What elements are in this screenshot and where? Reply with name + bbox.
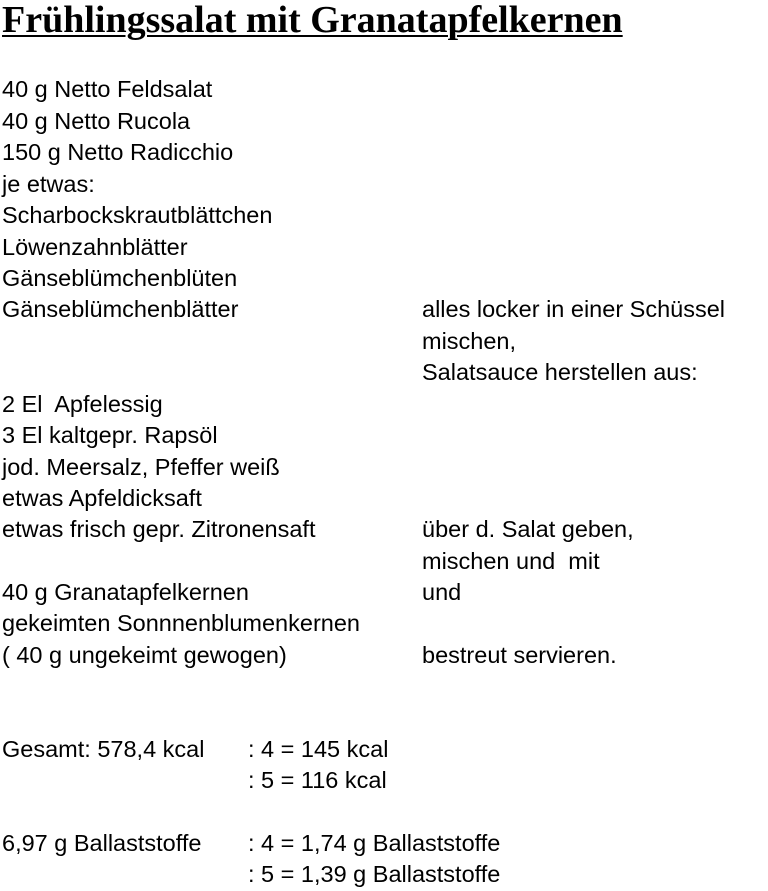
ingredient-line: jod. Meersalz, Pfeffer weiß: [2, 454, 280, 480]
ingredient-line: 40 g Netto Rucola: [2, 108, 191, 134]
ingredient-line: 40 g Granatapfelkernen: [2, 579, 249, 605]
recipe-title: Frühlingssalat mit Granatapfelkernen: [2, 0, 623, 41]
ingredient-line: 40 g Netto Feldsalat: [2, 76, 213, 102]
ingredient-line: Gänseblümchenblätter: [2, 296, 239, 322]
instruction-line: über d. Salat geben,: [422, 516, 634, 542]
ingredient-line: Scharbockskrautblättchen: [2, 202, 273, 228]
instruction-line: mischen und mit: [422, 548, 600, 574]
instruction-line: mischen,: [422, 328, 517, 354]
instruction-line: und: [422, 579, 462, 605]
calories-per-4: : 4 = 145 kcal: [248, 736, 389, 762]
instruction-line: alles locker in einer Schüssel: [422, 296, 726, 322]
ingredient-line: je etwas:: [2, 171, 95, 197]
ingredient-line: Gänseblümchenblüten: [2, 265, 238, 291]
fiber-per-5: : 5 = 1,39 g Ballaststoffe: [248, 861, 501, 887]
ingredient-line: etwas Apfeldicksaft: [2, 485, 202, 511]
fiber-per-4: : 4 = 1,74 g Ballaststoffe: [248, 830, 501, 856]
calories-per-5: : 5 = 116 kcal: [248, 767, 387, 793]
ingredient-line: gekeimten Sonnnenblumenkernen: [2, 610, 360, 636]
ingredient-line: 150 g Netto Radicchio: [2, 139, 234, 165]
ingredient-line: ( 40 g ungekeimt gewogen): [2, 642, 287, 668]
fiber-total: 6,97 g Ballaststoffe: [2, 830, 202, 856]
ingredient-line: Löwenzahnblätter: [2, 234, 188, 260]
ingredient-line: 2 El Apfelessig: [2, 391, 163, 417]
ingredient-line: etwas frisch gepr. Zitronensaft: [2, 516, 316, 542]
instruction-line: bestreut servieren.: [422, 642, 617, 668]
instruction-line: Salatsauce herstellen aus:: [422, 359, 698, 385]
calories-total: Gesamt: 578,4 kcal: [2, 736, 205, 762]
ingredient-line: 3 El kaltgepr. Rapsöl: [2, 422, 218, 448]
